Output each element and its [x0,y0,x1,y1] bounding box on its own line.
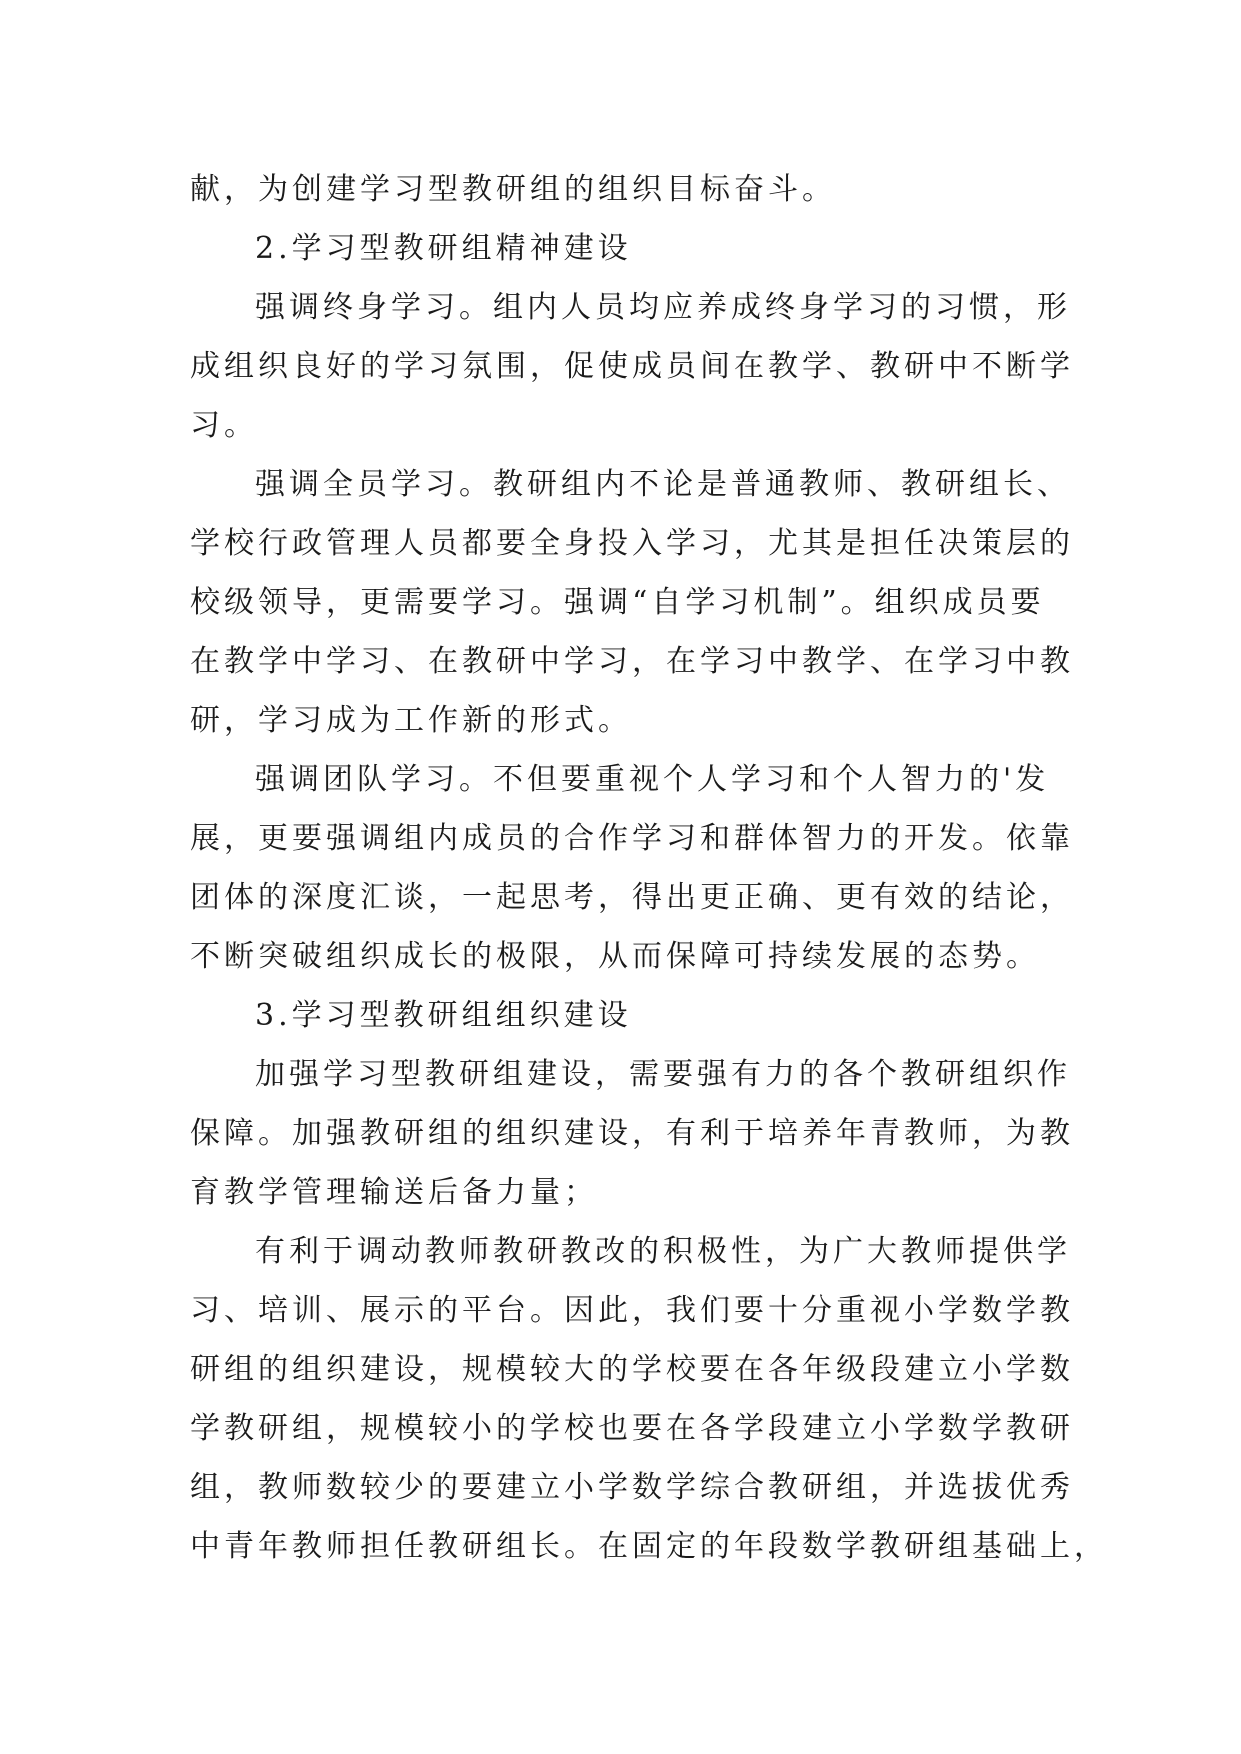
text-line: 加强学习型教研组建设，需要强有力的各个教研组织作 [255,1057,1071,1092]
section-heading: 2.学习型教研组精神建设 [255,231,632,266]
text-line: 组，教师数较少的要建立小学数学综合教研组，并选拔优秀 [190,1470,1074,1505]
text-line: 中青年教师担任教研组长。在固定的年段数学教研组基础上， [190,1529,1108,1564]
text-line: 学教研组，规模较小的学校也要在各学段建立小学数学教研 [190,1411,1074,1446]
text-line: 成组织良好的学习氛围，促使成员间在教学、教研中不断学 [190,349,1074,384]
text-line: 保障。加强教研组的组织建设，有利于培养年青教师，为教 [190,1116,1074,1151]
text-line: 展，更要强调组内成员的合作学习和群体智力的开发。依靠 [190,821,1074,856]
text-line: 强调全员学习。教研组内不论是普通教师、教研组长、 [255,467,1071,502]
text-line: 研，学习成为工作新的形式。 [190,703,632,738]
document-body [190,160,1108,1576]
text-line: 有利于调动教师教研教改的积极性，为广大教师提供学 [255,1234,1071,1269]
text-line: 育教学管理输送后备力量； [190,1175,598,1210]
text-line: 强调团队学习。不但要重视个人学习和个人智力的'发 [255,762,1050,797]
text-line: 在教学中学习、在教研中学习，在学习中教学、在学习中教 [190,644,1074,679]
text-line: 学校行政管理人员都要全身投入学习，尤其是担任决策层的 [190,526,1074,561]
text-line: 强调终身学习。组内人员均应养成终身学习的习惯，形 [255,290,1071,325]
text-line: 研组的组织建设，规模较大的学校要在各年级段建立小学数 [190,1352,1074,1387]
text-line: 不断突破组织成长的极限，从而保障可持续发展的态势。 [190,939,1040,974]
text-line: 献，为创建学习型教研组的组织目标奋斗。 [190,172,836,207]
text-line: 校级领导，更需要学习。强调“自学习机制”。组织成员要 [190,585,1045,620]
text-line: 习、培训、展示的平台。因此，我们要十分重视小学数学教 [190,1293,1074,1328]
text-line: 团体的深度汇谈，一起思考，得出更正确、更有效的结论， [190,880,1074,915]
text-line: 习。 [190,408,258,443]
section-heading: 3.学习型教研组组织建设 [255,998,632,1033]
